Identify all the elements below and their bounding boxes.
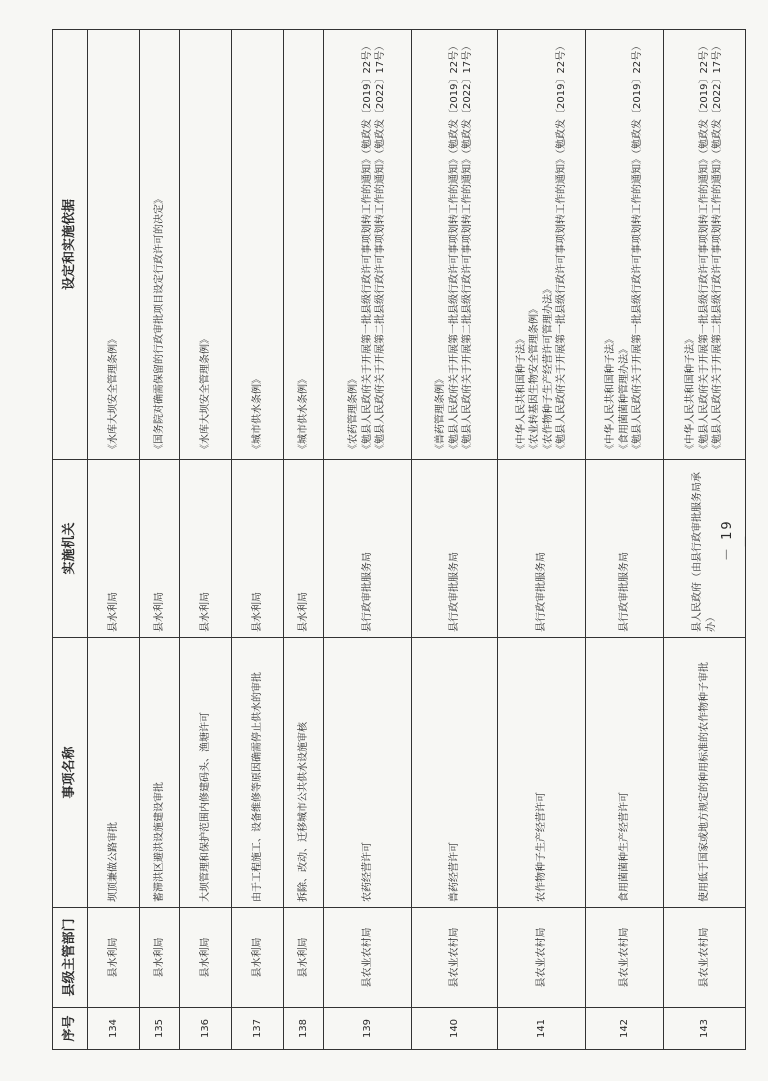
row-agency: 县水利局: [232, 460, 284, 638]
row-agency: 县行政审批服务局: [412, 460, 498, 638]
row-seq: 137: [232, 1008, 284, 1050]
row-dept: 县农业农村局: [586, 908, 664, 1008]
row-seq: 142: [586, 1008, 664, 1050]
row-agency: 县水利局: [88, 460, 140, 638]
basis-line: 《国务院对确需保留的行政审批项目设定行政许可的决定》: [153, 194, 165, 454]
basis-line: 《中华人民共和国种子法》: [605, 334, 617, 454]
basis-line: 《农业转基因生物安全管理条例》: [529, 304, 540, 454]
row-dept: 县水利局: [180, 908, 232, 1008]
row-agency: 县人民政府（由县行政审批服务局承办）: [664, 460, 746, 638]
basis-line: 《勉县人民政府关于开展第二批县级行政许可事项划转工作的通知》（勉政发〔2022〕17号）: [712, 40, 724, 454]
row-dept: 县水利局: [284, 908, 324, 1008]
table-row: [180, 30, 232, 1050]
header-basis: 设定和实施依据: [53, 30, 88, 460]
row-basis: [232, 30, 284, 460]
table-row: [324, 30, 412, 1050]
basis-line: 《勉县人民政府关于开展第二批县级行政许可事项划转工作的通知》（勉政发〔2022〕17号）: [375, 40, 387, 454]
row-seq: 138: [284, 1008, 324, 1050]
table-row: [498, 30, 586, 1050]
basis-line: 《水库大坝安全管理条例》: [107, 334, 119, 454]
basis-line: 《中华人民共和国种子法》: [515, 334, 527, 454]
table-body: [88, 30, 754, 1050]
table-header-row: [53, 30, 88, 1050]
basis-line: 《勉县人民政府关于开展第二批县级行政许可事项划转工作的通知》（勉政发〔2022〕17号）: [462, 40, 474, 454]
basis-line: 《城市供水条例》: [297, 374, 309, 454]
row-item: 大坝管理和保护范围内修建码头、渔塘许可: [180, 638, 232, 908]
row-item: 蓄滞洪区避洪设施建设审批: [140, 638, 180, 908]
row-basis: [88, 30, 140, 460]
table-row: [140, 30, 180, 1050]
row-seq: 136: [180, 1008, 232, 1050]
row-basis: [586, 30, 664, 460]
basis-line: 《勉县人民政府关于开展第一批县级行政许可事项划转工作的通知》（勉政发〔2019〕22号）: [361, 40, 373, 454]
row-dept: 县农业农村局: [324, 908, 412, 1008]
basis-line: 《城市供水条例》: [251, 374, 263, 454]
row-basis: [180, 30, 232, 460]
row-seq: 139: [324, 1008, 412, 1050]
basis-line: 《兽药管理条例》: [435, 374, 447, 454]
table-row: [88, 30, 140, 1050]
basis-line: 《食用菌菌种管理办法》: [618, 344, 630, 454]
basis-line: 《勉县人民政府关于开展第一批县级行政许可事项划转工作的通知》（勉政发〔2019〕22号）: [698, 40, 710, 454]
header-dept: 县级主管部门: [53, 908, 88, 1008]
row-item: 农作物种子生产经营许可: [498, 638, 586, 908]
table-row: [412, 30, 498, 1050]
row-item: 食用菌菌种生产经营许可: [586, 638, 664, 908]
row-basis: [498, 30, 586, 460]
row-basis: [140, 30, 180, 460]
row-item: 兽药经营许可: [412, 638, 498, 908]
row-agency: 县水利局: [284, 460, 324, 638]
basis-line: 《勉县人民政府关于开展第一批县级行政许可事项划转工作的通知》（勉政发〔2019〕22号）: [448, 40, 460, 454]
row-item: 使用低于国家或地方规定的种用标准的农作物种子审批: [664, 638, 746, 908]
basis-line: 《勉县人民政府关于开展第一批县级行政许可事项划转工作的通知》（勉政发〔2019〕22号）: [632, 40, 644, 454]
row-basis: [664, 30, 746, 460]
basis-line: 《农作物种子生产经营许可管理办法》: [542, 284, 554, 454]
basis-line: 《勉县人民政府关于开展第一批县级行政许可事项划转工作的通知》（勉政发〔2019〕22号）: [556, 40, 567, 454]
row-dept: 县水利局: [88, 908, 140, 1008]
basis-line: 《农药管理条例》: [348, 374, 360, 454]
row-dept: 县水利局: [140, 908, 180, 1008]
row-agency: 县水利局: [140, 460, 180, 638]
row-basis: [324, 30, 412, 460]
header-seq: 序号: [53, 1008, 88, 1050]
header-item: 事项名称: [53, 638, 88, 908]
row-dept: 县农业农村局: [412, 908, 498, 1008]
row-seq: 134: [88, 1008, 140, 1050]
row-item: 坝顶兼做公路审批: [88, 638, 140, 908]
row-agency: 县水利局: [180, 460, 232, 638]
permit-items-table: [52, 29, 754, 1050]
rotated-table-wrapper: [52, 30, 754, 1050]
row-dept: 县农业农村局: [664, 908, 746, 1008]
table-row: [586, 30, 664, 1050]
row-agency: 县行政审批服务局: [324, 460, 412, 638]
table-row: [232, 30, 284, 1050]
basis-line: 《水库大坝安全管理条例》: [199, 334, 211, 454]
page-number: － 19 －: [720, 519, 754, 561]
row-dept: 县水利局: [232, 908, 284, 1008]
row-agency: 县行政审批服务局: [498, 460, 586, 638]
table-row: [284, 30, 324, 1050]
row-basis: [412, 30, 498, 460]
row-seq: 141: [498, 1008, 586, 1050]
row-agency: 县行政审批服务局: [586, 460, 664, 638]
row-item: 拆除、改动、迁移城市公共供水设施审核: [284, 638, 324, 908]
row-seq: 135: [140, 1008, 180, 1050]
row-seq: 143: [664, 1008, 746, 1050]
header-agency: 实施机关: [53, 460, 88, 638]
row-basis: [284, 30, 324, 460]
row-item: 农药经营许可: [324, 638, 412, 908]
row-dept: 县农业农村局: [498, 908, 586, 1008]
row-item: 由于工程施工、设备维修等原因确需停止供水的审批: [232, 638, 284, 908]
row-seq: 140: [412, 1008, 498, 1050]
basis-line: 《中华人民共和国种子法》: [685, 334, 697, 454]
